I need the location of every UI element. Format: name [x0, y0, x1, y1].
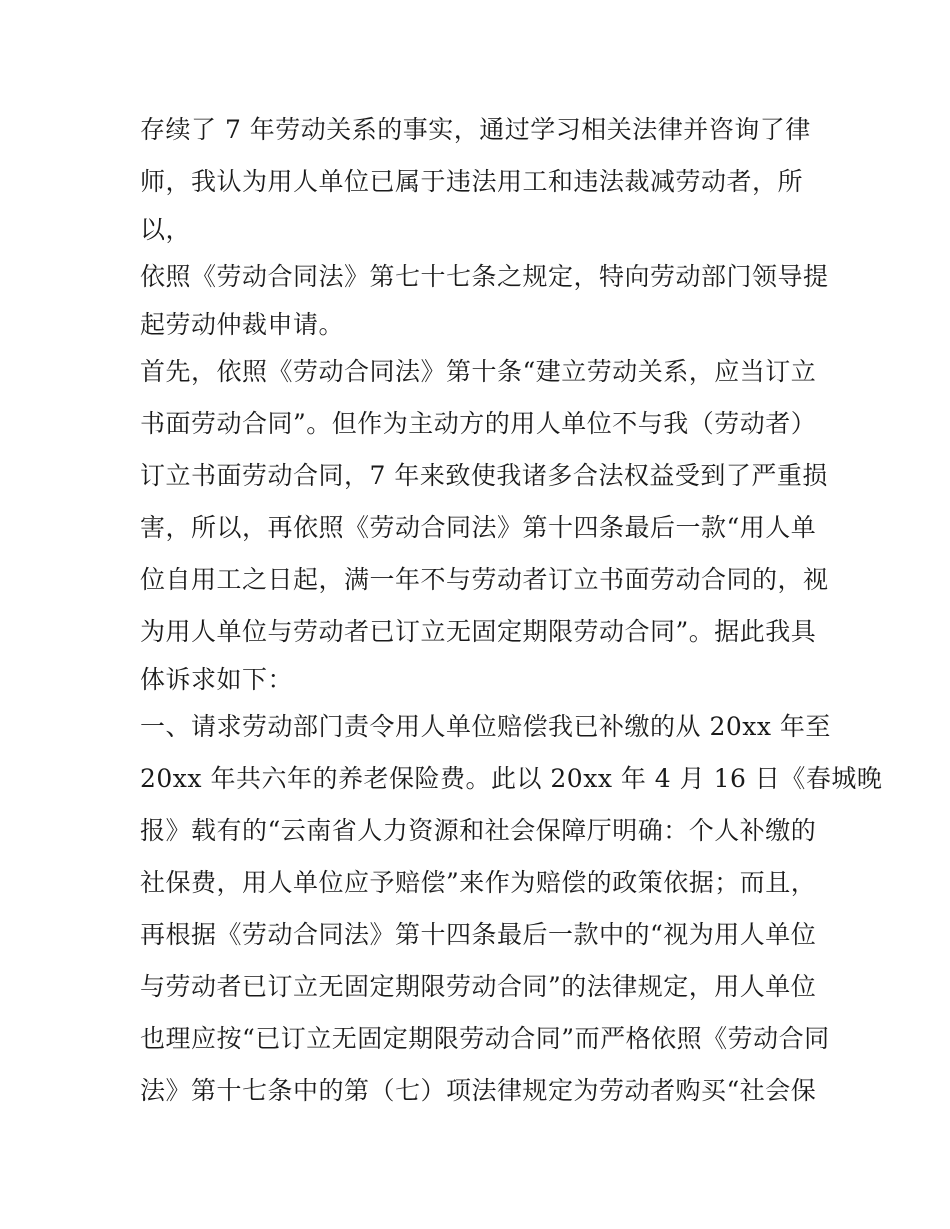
text-line: 也理应按“已订立无固定期限劳动合同”而严格依照《劳动合同 — [140, 1024, 830, 1053]
text-line: 首先，依照《劳动合同法》第十条“建立劳动关系，应当订立 — [140, 357, 817, 386]
text-line: 社保费，用人单位应予赔偿”来作为赔偿的政策依据；而且， — [140, 868, 817, 897]
text-line: 依照《劳动合同法》第七十七条之规定，特向劳动部门领导提 — [140, 262, 829, 291]
text-line: 害，所以，再依照《劳动合同法》第十四条最后一款“用人单 — [140, 513, 817, 542]
document-body — [140, 104, 883, 1117]
text-line: 书面劳动合同”。但作为主动方的用人单位不与我（劳动者） — [140, 409, 817, 438]
text-line: 体诉求如下： — [140, 665, 294, 694]
text-line: 为用人单位与劳动者已订立无固定期限劳动合同”。据此我具 — [140, 617, 817, 646]
text-line: 订立书面劳动合同，7 年来致使我诸多合法权益受到了严重损 — [140, 461, 828, 490]
text-line: 一、请求劳动部门责令用人单位赔偿我已补缴的从 20xx 年至 — [140, 712, 831, 741]
text-line: 起劳动仲裁申请。 — [140, 310, 345, 339]
text-line: 法》第十七条中的第（七）项法律规定为劳动者购买“社会保 — [140, 1076, 817, 1105]
text-line: 20xx 年共六年的养老保险费。此以 20xx 年 4 月 16 日《春城晚 — [140, 764, 883, 793]
text-line: 位自用工之日起，满一年不与劳动者订立书面劳动合同的，视 — [140, 565, 829, 594]
text-line: 以， — [140, 215, 192, 244]
text-line: 报》载有的“云南省人力资源和社会保障厅明确：个人补缴的 — [140, 816, 817, 845]
text-line: 存续了 7 年劳动关系的事实，通过学习相关法律并咨询了律 — [140, 115, 811, 144]
text-line: 与劳动者已订立无固定期限劳动合同”的法律规定，用人单位 — [140, 972, 817, 1001]
text-line: 再根据《劳动合同法》第十四条最后一款中的“视为用人单位 — [140, 920, 817, 949]
text-line: 师，我认为用人单位已属于违法用工和违法裁减劳动者，所 — [140, 167, 804, 196]
